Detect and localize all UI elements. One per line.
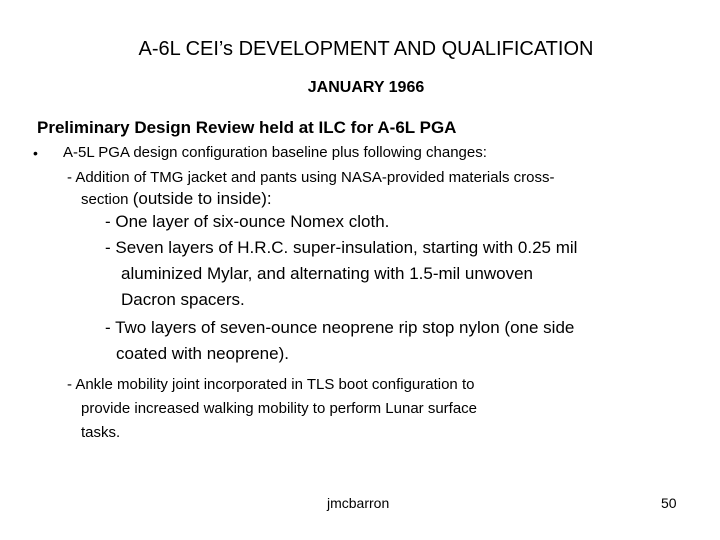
sub-item-ankle-line3: tasks. xyxy=(81,424,121,441)
layer-line-5: - Two layers of seven-ounce neoprene rip stop nylon (one side xyxy=(105,318,575,337)
layer-line-6: coated with neoprene). xyxy=(116,344,289,363)
sub-item-tmg-line1: - Addition of TMG jacket and pants using NASA-provided materials cross- xyxy=(67,169,555,186)
sub-item-tmg-line2a: section xyxy=(81,191,133,208)
layer-line-2: - Seven layers of H.R.C. super-insulation, starting with 0.25 mil xyxy=(105,238,578,257)
sub-item-tmg-line2 xyxy=(67,188,687,210)
layer-line-3: aluminized Mylar, and alternating with 1.5-mil unwoven xyxy=(121,264,533,283)
footer-author: jmcbarron xyxy=(327,495,390,511)
section-heading: Preliminary Design Review held at ILC for A-6L PGA xyxy=(37,118,457,137)
bullet-icon: • xyxy=(33,145,38,161)
slide-title: A-6L CEI’s DEVELOPMENT AND QUALIFICATION xyxy=(138,38,594,60)
sub-item-tmg xyxy=(67,167,687,210)
bullet-text: A-5L PGA design configuration baseline plus following changes: xyxy=(63,144,487,161)
sub-item-ankle-line1: - Ankle mobility joint incorporated in TLS boot configuration to xyxy=(67,376,475,393)
layer-line-1: - One layer of six-ounce Nomex cloth. xyxy=(105,212,390,231)
sub-item-ankle xyxy=(67,373,477,445)
page-number: 50 xyxy=(661,495,677,511)
sub-item-tmg-line2b: (outside to inside): xyxy=(132,189,272,208)
slide-subtitle: JANUARY 1966 xyxy=(307,79,425,96)
sub-item-ankle-line2: provide increased walking mobility to perform Lunar surface xyxy=(81,400,478,417)
layer-line-4: Dacron spacers. xyxy=(121,290,245,309)
